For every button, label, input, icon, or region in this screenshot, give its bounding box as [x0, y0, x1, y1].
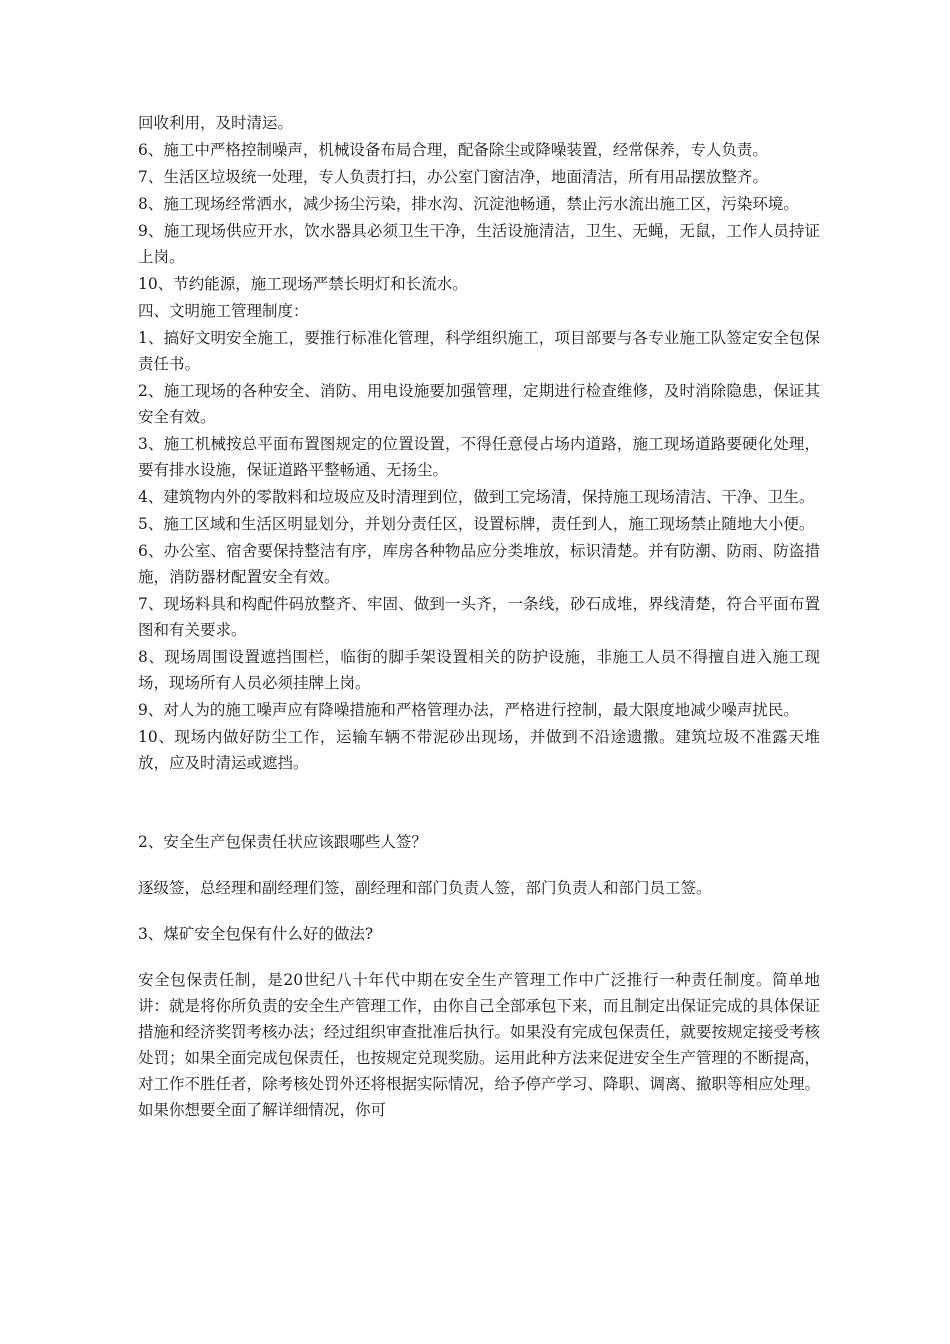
spacer	[138, 855, 820, 875]
spacer	[138, 777, 820, 829]
paragraph: 8、现场周围设置遮挡围栏，临街的脚手架设置相关的防护设施，非施工人员不得擅自进入施工现场，现场所有人员必须挂牌上岗。	[138, 648, 820, 692]
paragraph: 9、施工现场供应开水，饮水器具必须卫生干净，生活设施清洁，卫生、无蝇，无鼠，工作人员持证上岗。	[138, 222, 820, 266]
paragraph: 7、生活区垃圾统一处理，专人负责打扫，办公室门窗洁净，地面清洁，所有用品摆放整齐。	[138, 168, 768, 186]
paragraph: 10、节约能源，施工现场严禁长明灯和长流水。	[138, 275, 468, 293]
question-2: 2、安全生产包保责任状应该跟哪些人签？	[138, 833, 427, 851]
paragraph: 4、建筑物内外的零散料和垃圾应及时清理到位，做到工完场清，保持施工现场清洁、干净、卫生。	[138, 488, 815, 506]
paragraph: 6、施工中严格控制噪声，机械设备布局合理，配备除尘或降噪装置，经常保养，专人负责。	[138, 141, 768, 159]
paragraph: 9、对人为的施工噪声应有降噪措施和严格管理办法，严格进行控制，最大限度地减少噪声扰民。	[138, 701, 799, 719]
paragraph: 3、施工机械按总平面布置图规定的位置设置，不得任意侵占场内道路，施工现场道路要硬化处理，要有排水设施，保证道路平整畅通、无扬尘。	[138, 435, 820, 479]
paragraph: 5、施工区域和生活区明显划分，并划分责任区，设置标牌，责任到人，施工现场禁止随地大小便。	[138, 515, 815, 533]
paragraph: 1、搞好文明安全施工，要推行标准化管理，科学组织施工，项目部要与各专业施工队签定安全包保责任书。	[138, 329, 820, 373]
document-body	[138, 110, 820, 1123]
paragraph: 10、现场内做好防尘工作，运输车辆不带泥砂出现场，并做到不沿途遗撒。建筑垃圾不准露天堆放，应及时清运或遮挡。	[138, 728, 820, 772]
section-heading: 四、文明施工管理制度：	[138, 302, 309, 320]
answer-3: 安全包保责任制，是20世纪八十年代中期在安全生产管理工作中广泛推行一种责任制度。简单地讲：就是将你所负责的安全生产管理工作，由你自己全部承包下来，而且制定出保证完成的具体保证措施和经济奖罚考核办法；经过组织审查批准后执行。如果没有完成包保责任，就要按规定接受考核处罚；如果全面完成包保责任，也按规定兑现奖励。运用此种方法来促进安全生产管理的不断提高，对工作不胜任者，除考核处罚外还将根据实际情况，给予停产学习、降职、调离、撤职等相应处理。如果你想要全面了解详细情况，你可	[138, 971, 821, 1119]
spacer	[138, 901, 820, 921]
question-3: 3、煤矿安全包保有什么好的做法?	[138, 925, 374, 943]
paragraph: 6、办公室、宿舍要保持整洁有序，库房各种物品应分类堆放，标识清楚。并有防潮、防雨、防盗措施，消防器材配置安全有效。	[138, 542, 820, 586]
paragraph: 8、施工现场经常洒水，减少扬尘污染，排水沟、沉淀池畅通，禁止污水流出施工区，污染环境。	[138, 195, 799, 213]
paragraph: 2、施工现场的各种安全、消防、用电设施要加强管理，定期进行检查维修，及时消除隐患，保证其安全有效。	[138, 382, 820, 426]
spacer	[138, 947, 820, 967]
answer-2: 逐级签，总经理和副经理们签，副经理和部门负责人签，部门负责人和部门员工签。	[138, 879, 712, 897]
paragraph: 7、现场料具和构配件码放整齐、牢固、做到一头齐，一条线，砂石成堆，界线清楚，符合平面布置图和有关要求。	[138, 595, 820, 639]
paragraph: 回收利用，及时清运。	[138, 114, 294, 132]
